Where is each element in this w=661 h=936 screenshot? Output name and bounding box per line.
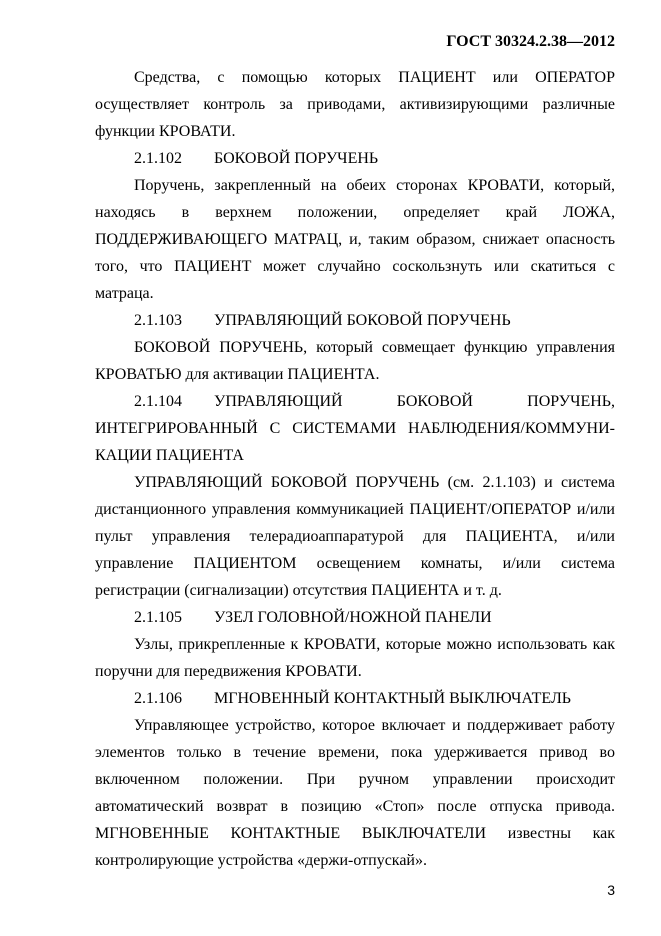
term-number: 2.1.104 bbox=[134, 393, 182, 410]
term-title: УЗЕЛ ГОЛОВНОЙ/НОЖНОЙ ПАНЕЛИ bbox=[214, 609, 492, 626]
term-number: 2.1.106 bbox=[134, 690, 182, 707]
term-heading bbox=[95, 388, 615, 469]
term-number: 2.1.103 bbox=[134, 312, 182, 329]
term-title: МГНОВЕННЫЙ КОНТАКТНЫЙ ВЫКЛЮЧАТЕЛЬ bbox=[214, 690, 571, 707]
standard-header: ГОСТ 30324.2.38—2012 bbox=[446, 33, 615, 50]
term-definition: БОКОВОЙ ПОРУЧЕНЬ, который совмещает функцию управления КРОВАТЬЮ для активации ПАЦИЕНТА. bbox=[95, 339, 615, 383]
intro-paragraph: Средства, с помощью которых ПАЦИЕНТ или ОПЕРАТОР осуществляет контроль за приводами, активизирующими различные функции КРОВАТИ. bbox=[95, 69, 615, 140]
term-title: БОКОВОЙ ПОРУЧЕНЬ bbox=[214, 150, 379, 167]
term-heading bbox=[95, 604, 615, 631]
term-heading bbox=[95, 145, 615, 172]
term-number: 2.1.105 bbox=[134, 609, 182, 626]
term-number: 2.1.102 bbox=[134, 150, 182, 167]
term-title: УПРАВЛЯЮЩИЙ БОКОВОЙ ПОРУЧЕНЬ, ИНТЕГРИРОВАННЫЙ С СИСТЕМАМИ НАБЛЮДЕНИЯ/КОММУНИ-КАЦИИ ПАЦИЕНТА bbox=[95, 393, 615, 464]
term-definition: Узлы, прикрепленные к КРОВАТИ, которые можно использовать как поручни для передвижения КРОВАТИ. bbox=[95, 636, 615, 680]
page-number: 3 bbox=[607, 882, 615, 898]
term-definition: УПРАВЛЯЮЩИЙ БОКОВОЙ ПОРУЧЕНЬ (см. 2.1.103) и система дистанционного управления коммуникацией ПАЦИЕНТ/ОПЕРАТОР и/или пульт управления телерадиоаппаратурой для ПАЦИЕНТА, и/или управление ПАЦИЕНТОМ освещением комнаты, и/или система регистрации (сигнализации) отсутствия ПАЦИЕНТА и т. д. bbox=[95, 474, 615, 599]
term-definition: Управляющее устройство, которое включает и поддерживает работу элементов только в течение времени, пока удерживается привод во включенном положении. При ручном управлении происходит автоматический возврат в позицию «Стоп» после отпуска привода. МГНОВЕННЫЕ КОНТАКТНЫЕ ВЫКЛЮЧАТЕЛИ известны как контролирующие устройства «держи-отпускай». bbox=[95, 717, 615, 869]
term-title: УПРАВЛЯЮЩИЙ БОКОВОЙ ПОРУЧЕНЬ bbox=[214, 312, 511, 329]
term-heading bbox=[95, 307, 615, 334]
term-heading bbox=[95, 685, 615, 712]
term-definition: Поручень, закрепленный на обеих сторонах КРОВАТИ, который, находясь в верхнем положении, определяет край ЛОЖА, ПОДДЕРЖИВАЮЩЕГО МАТРАЦ, и, таким образом, снижает опасность того, что ПАЦИЕНТ может случайно соскользнуть или скатиться с матраца. bbox=[95, 177, 615, 302]
document-body bbox=[95, 64, 615, 874]
